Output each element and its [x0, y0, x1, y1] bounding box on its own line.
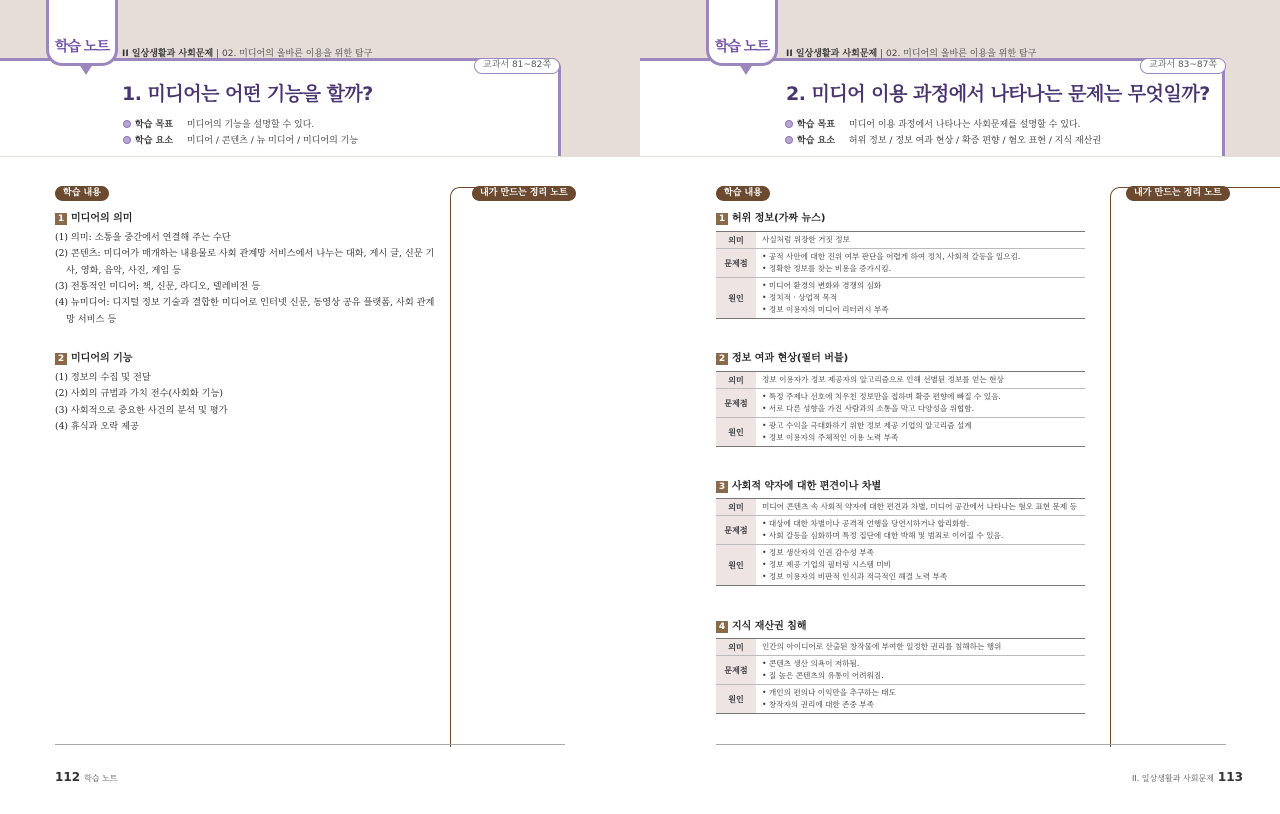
row-value [756, 656, 1085, 685]
row-key: 의미 [716, 372, 756, 389]
breadcrumb [786, 46, 1036, 59]
row-item: • 사회 갈등을 심화하며 특정 집단에 대한 박해 및 범죄로 이어질 수 있음. [762, 531, 1004, 540]
bullet-icon [123, 136, 131, 144]
section-number: 4 [716, 621, 728, 633]
row-item: • 정치적 · 상업적 목적 [762, 293, 838, 302]
page-number [55, 770, 122, 784]
learning-elements [785, 133, 1101, 146]
content-pill: 학습 내용 [716, 186, 770, 201]
table-row [716, 389, 1085, 418]
table-row [716, 499, 1085, 516]
row-key: 의미 [716, 639, 756, 656]
breadcrumb-part: II 일상생활과 사회문제 [122, 49, 214, 59]
table-row [716, 545, 1085, 586]
row-key: 의미 [716, 232, 756, 249]
section-number: 1 [55, 213, 67, 225]
textbook-ref: 교과서 83~87쪽 [1140, 58, 1226, 74]
table-row [716, 278, 1085, 319]
section-heading [55, 349, 132, 365]
section-title: 허위 정보(가짜 뉴스) [732, 213, 826, 224]
row-item: • 광고 수익을 극대화하기 위한 정보 제공 기업의 알고리즘 설계 [762, 421, 972, 430]
summary-note-pill: 내가 만드는 정리 노트 [472, 186, 576, 201]
row-value [756, 516, 1085, 545]
row-item: 정보 이용자가 정보 제공자의 알고리즘으로 인해 선별된 정보를 얻는 현상 [762, 375, 1004, 384]
page-number-value: 112 [55, 770, 81, 784]
page-number-value: 113 [1217, 770, 1243, 784]
row-value [756, 685, 1085, 714]
section-number: 2 [55, 353, 67, 365]
element-text: 허위 정보 / 정보 여과 현상 / 확증 편향 / 혐오 표현 / 지식 재산권 [848, 136, 1102, 146]
row-key: 문제점 [716, 389, 756, 418]
content-line: (3) 사회적으로 중요한 사건의 분석 및 평가 [55, 405, 228, 416]
breadcrumb [122, 46, 372, 59]
row-value [756, 639, 1085, 656]
table-row [716, 249, 1085, 278]
row-value [756, 278, 1085, 319]
section-title: 사회적 약자에 대한 편견이나 차별 [732, 481, 882, 492]
row-key: 원인 [716, 545, 756, 586]
goal-label: 학습 목표 [797, 120, 835, 130]
section-heading [716, 477, 881, 493]
bullet-icon [123, 120, 131, 128]
table-row [716, 372, 1085, 389]
row-item: • 정보 이용자의 비판적 인식과 적극적인 해결 노력 부족 [762, 572, 948, 581]
section-heading [716, 349, 848, 365]
row-item: • 콘텐츠 생산 의욕이 저하됨. [762, 659, 860, 668]
definition-table [716, 638, 1085, 714]
tab-label: 학습 노트 [55, 39, 109, 55]
summary-note-column [1110, 187, 1280, 747]
row-item: • 개인의 편의나 이익만을 추구하는 태도 [762, 688, 896, 697]
row-item: 미디어 콘텐츠 속 사회적 약자에 대한 편견과 차별, 미디어 공간에서 나타나는 혐오 표현 문제 등 [762, 502, 1077, 511]
content-pill: 학습 내용 [55, 186, 109, 201]
study-note-tab [706, 0, 778, 66]
row-item: 인간의 아이디어로 산출된 창작물에 부여한 일정한 권리를 침해하는 행위 [762, 642, 1002, 651]
goal-text: 미디어의 기능을 설명할 수 있다. [186, 120, 315, 130]
section-heading [716, 617, 807, 633]
section-heading [716, 209, 825, 225]
content-line: 망 서비스 등 [66, 314, 117, 325]
table-row [716, 516, 1085, 545]
page-title: 1. 미디어는 어떤 기능을 할까? [122, 83, 373, 105]
learning-elements [123, 133, 358, 146]
study-note-tab [46, 0, 118, 66]
table-row [716, 639, 1085, 656]
row-item: • 정보 이용자의 주체적인 이용 노력 부족 [762, 433, 899, 442]
section-number: 1 [716, 213, 728, 225]
row-item: • 미디어 환경의 변화와 경쟁의 심화 [762, 281, 882, 290]
row-key: 문제점 [716, 656, 756, 685]
breadcrumb-section: | 02. 미디어의 올바른 이용을 위한 탐구 [880, 49, 1037, 59]
row-key: 의미 [716, 499, 756, 516]
section-number: 2 [716, 353, 728, 365]
section-number: 3 [716, 481, 728, 493]
table-row [716, 656, 1085, 685]
table-row [716, 685, 1085, 714]
row-key: 원인 [716, 278, 756, 319]
section-heading [55, 209, 132, 225]
row-item: • 서로 다른 성향을 가진 사람과의 소통을 막고 다양성을 위협함. [762, 404, 975, 413]
row-value [756, 418, 1085, 447]
right-page [640, 0, 1280, 814]
textbook-ref: 교과서 81~82쪽 [474, 58, 560, 74]
tab-label: 학습 노트 [715, 39, 769, 55]
learning-goal [123, 117, 314, 130]
table-row [716, 418, 1085, 447]
row-item: • 질 높은 콘텐츠의 유통이 어려워짐. [762, 671, 884, 680]
row-key: 문제점 [716, 249, 756, 278]
section-title: 정보 여과 현상(필터 버블) [732, 353, 849, 364]
goal-text: 미디어 이용 과정에서 나타나는 사회문제를 설명할 수 있다. [848, 120, 1081, 130]
content-line: (1) 정보의 수집 및 전달 [55, 372, 151, 383]
section-title: 미디어의 의미 [71, 213, 133, 224]
footer-rule [55, 744, 565, 745]
section-title: 지식 재산권 침해 [732, 621, 807, 632]
footer-label: II. 일상생활과 사회문제 [1132, 774, 1214, 783]
row-value [756, 389, 1085, 418]
row-key: 원인 [716, 418, 756, 447]
footer-rule [716, 744, 1226, 745]
row-value [756, 499, 1085, 516]
element-label: 학습 요소 [797, 136, 835, 146]
row-item: • 공적 사안에 대한 진위 여부 판단을 어렵게 하여 정치, 사회적 갈등을 일으킴. [762, 252, 1021, 261]
bullet-icon [785, 136, 793, 144]
page-number [1128, 770, 1243, 784]
definition-table [716, 498, 1085, 586]
row-item: • 특정 주제나 선호에 치우친 정보만을 접하며 확증 편향에 빠질 수 있음. [762, 392, 1001, 401]
goal-label: 학습 목표 [135, 120, 173, 130]
row-value [756, 545, 1085, 586]
element-text: 미디어 / 콘텐츠 / 뉴 미디어 / 미디어의 기능 [186, 136, 359, 146]
summary-note-pill: 내가 만드는 정리 노트 [1126, 186, 1230, 201]
row-item: • 대상에 대한 차별이나 공격적 언행을 당연시하거나 합리화함. [762, 519, 970, 528]
content-line: (2) 콘텐츠: 미디어가 매개하는 내용물로 사회 관계망 서비스에서 나누는 대화, 게시 글, 신문 기 [55, 248, 435, 259]
page-title: 2. 미디어 이용 과정에서 나타나는 문제는 무엇일까? [786, 83, 1210, 105]
content-line: (2) 사회의 규범과 가치 전수(사회화 기능) [55, 388, 223, 399]
table-row [716, 232, 1085, 249]
row-item: • 정보 제공 기업의 필터링 시스템 미비 [762, 560, 891, 569]
content-line: (1) 의미: 소통을 중간에서 연결해 주는 수단 [55, 232, 231, 243]
row-value [756, 249, 1085, 278]
row-value [756, 232, 1085, 249]
row-key: 원인 [716, 685, 756, 714]
learning-goal [785, 117, 1080, 130]
breadcrumb-section: | 02. 미디어의 올바른 이용을 위한 탐구 [216, 49, 373, 59]
definition-table [716, 371, 1085, 447]
element-label: 학습 요소 [135, 136, 173, 146]
page-label: 학습 노트 [84, 774, 118, 783]
row-item: • 정보 생산자의 인권 감수성 부족 [762, 548, 874, 557]
row-item: • 정보 이용자의 미디어 리터러시 부족 [762, 305, 889, 314]
content-line: (4) 뉴미디어: 디지털 정보 기술과 결합한 미디어로 인터넷 신문, 동영상 공유 플랫폼, 사회 관계 [55, 297, 435, 308]
row-value [756, 372, 1085, 389]
content-line: (4) 휴식과 오락 제공 [55, 421, 139, 432]
row-key: 문제점 [716, 516, 756, 545]
row-item: • 창작자의 권리에 대한 존중 부족 [762, 700, 874, 709]
summary-note-column [450, 187, 564, 747]
section-title: 미디어의 기능 [71, 353, 133, 364]
bullet-icon [785, 120, 793, 128]
content-line: (3) 전통적인 미디어: 책, 신문, 라디오, 텔레비전 등 [55, 281, 261, 292]
row-item: • 정확한 정보를 찾는 비용을 증가시킴. [762, 264, 891, 273]
row-item: 사실처럼 위장한 거짓 정보 [762, 235, 850, 244]
breadcrumb-part: II 일상생활과 사회문제 [786, 49, 878, 59]
definition-table [716, 231, 1085, 319]
content-line: 사, 영화, 음악, 사진, 게임 등 [66, 265, 182, 276]
